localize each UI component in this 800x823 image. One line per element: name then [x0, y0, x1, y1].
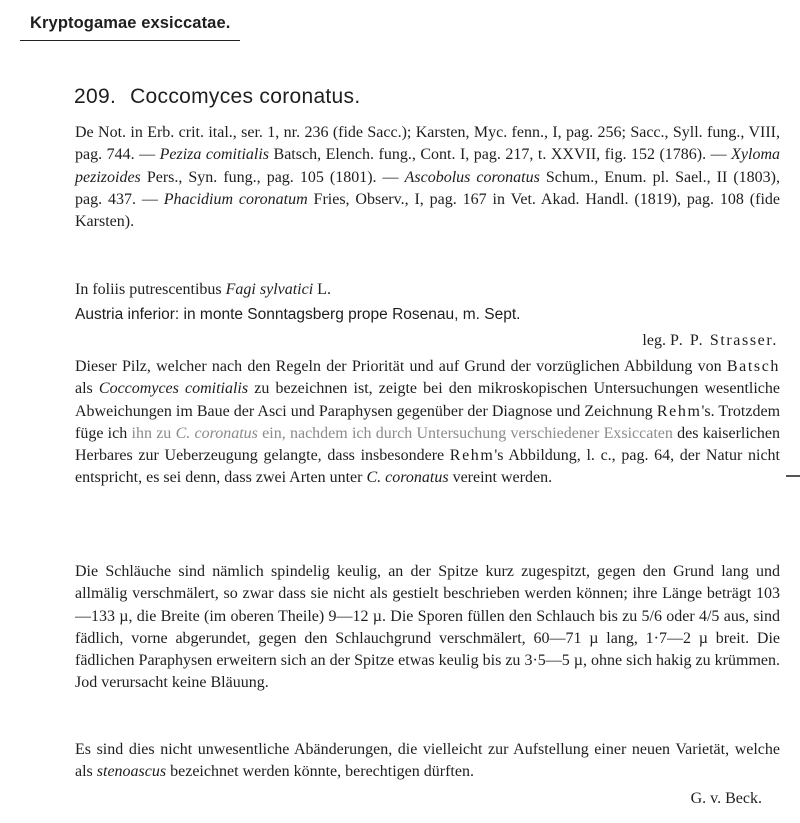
margin-mark: [786, 475, 800, 477]
locality-region: Austria inferior:: [75, 306, 180, 323]
text-run: C. coronatus: [175, 424, 258, 442]
text-run: Batsch: [726, 358, 780, 375]
text-run: 's Abbildung, l. c., pag. 64, der Natur nicht entspricht, es sei denn, dass zwei Arten unter: [75, 447, 780, 487]
text-run: Fries, Observ., I, pag. 167 in Vet. Akad. Handl. (1819), pag. 108 (fide Karsten).: [75, 190, 780, 231]
locality-place: in monte Sonntagsberg prope Rosenau, m. Sept.: [179, 306, 521, 323]
text-run: Schum., Enum. pl. Sael., II (1803), pag. 437. —: [75, 168, 781, 208]
text-run: Die Schläuche sind nämlich spindelig keulig, an der Spitze kurz zugespitzt, gegen den Grund lang und allmälig verschmälert, so zwar dass sie nicht als gestielt beschrieben werden können; ihre Länge beträgt 103—133 µ, die Breite (im oberen Theile) 9—12 µ. Die Sporen füllen den Schlauch bis zu 5/6 oder 4/5 aus, sind fädlich, vorne abgerundet, gegen den Schlauchgrund verschmälert, 60—71 µ lang, 1·7—2 µ breit. Die fädlichen Paraphysen erweitern sich an der Spitze etwas keulig bis zu 3·5—5 µ, ohne sich hakig zu krümmen. Jod verursacht keine Bläuung.: [75, 563, 780, 692]
collector-line: [642, 330, 778, 352]
text-run: 's. Trotzdem füge ich: [75, 402, 781, 442]
text-run: als: [75, 380, 99, 398]
text-run: des kaiserlichen Herbares zur Ueberzeugung gelangte, dass insbesondere: [75, 424, 781, 465]
entry-number: 209.: [74, 85, 117, 108]
text-run: Peziza comitialis: [159, 146, 270, 164]
collector-name: P. P. Strasser.: [669, 332, 778, 349]
discussion-paragraph-1: [75, 356, 780, 490]
entry-title: [74, 85, 360, 109]
text-run: Batsch, Elench. fung., Cont. I, pag. 217, t. XXVII, fig. 152 (1786). —: [269, 146, 732, 164]
author-signature: G. v. Beck.: [690, 790, 762, 807]
text-run: Ascobolus coronatus: [404, 168, 540, 186]
text-run: Xyloma pezizoides: [75, 146, 780, 186]
text-run: stenoascus: [96, 763, 167, 781]
text-run: Phacidium coronatum: [163, 190, 308, 208]
text-run: bezeichnet werden könnte, berechtigen dürften.: [166, 763, 474, 781]
text-run: ihn zu: [131, 424, 176, 442]
text-run: Coccomyces comitialis: [98, 380, 249, 398]
discussion-paragraph-2: [75, 561, 780, 695]
text-run: De Not. in Erb. crit. ital., ser. 1, nr. 236 (fide Sacc.); Karsten, Myc. fenn., I, pag. 256; Sacc., Syll. fung., VIII, pag. 744. —: [75, 124, 780, 164]
habitat-line: [75, 279, 780, 301]
text-run: Rehm: [449, 447, 495, 465]
references-paragraph: [75, 122, 780, 233]
locality-line: [75, 304, 780, 326]
text-run: zu bezeichnen ist, zeigte bei den mikroskopischen Untersuchungen wesentliche Abweichungen im Baue der Asci und Paraphysen gegenüber der Diagnose und Zeichnung: [75, 380, 780, 420]
text-run: C. coronatus: [366, 469, 449, 487]
text-run: Pers., Syn. fung., pag. 105 (1801). —: [140, 168, 405, 186]
habitat-suffix: L.: [313, 281, 331, 298]
species-name: Coccomyces coronatus.: [130, 85, 361, 108]
text-run: ein, nachdem ich durch Untersuchung verschiedener Exsiccaten: [257, 424, 678, 442]
text-run: Rehm: [656, 402, 702, 420]
text-run: Dieser Pilz, welcher nach den Regeln der Priorität und auf Grund der vorzüglichen Abbildung von: [75, 358, 727, 375]
leg-prefix: leg.: [642, 332, 670, 349]
text-run: vereint werden.: [448, 469, 553, 487]
page-header: Kryptogamae exsiccatae.: [20, 14, 240, 41]
host-name: Fagi sylvatici: [225, 281, 314, 298]
habitat-prefix: In foliis putrescentibus: [75, 281, 226, 298]
text-run: Es sind dies nicht unwesentliche Abänderungen, die vielleicht zur Aufstellung einer neuen Varietät, welche als: [75, 741, 780, 781]
discussion-paragraph-3: [75, 739, 780, 784]
